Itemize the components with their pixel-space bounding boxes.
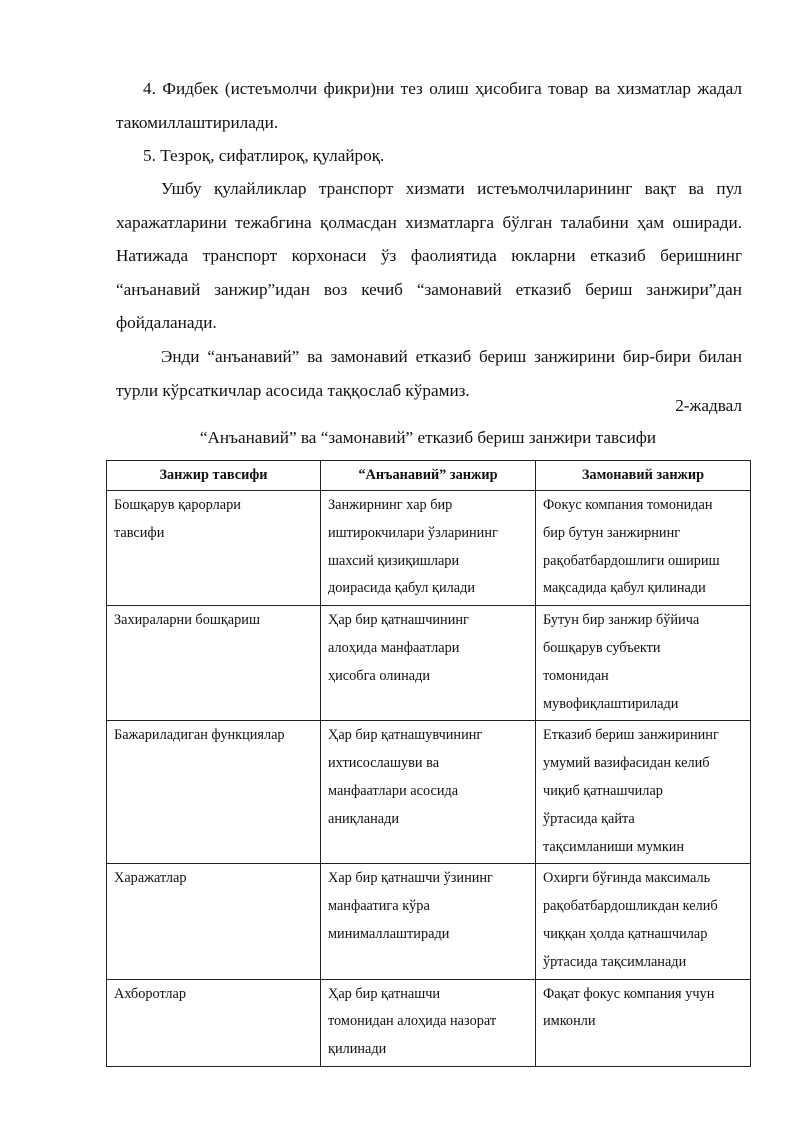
cell-line: рақобатбардошликдан келиб [543, 898, 718, 915]
cell-line: Захираларни бошқариш [114, 612, 260, 629]
cell-line: манфаатига кўра [328, 898, 430, 915]
cell-line: ҳисобга олинади [328, 667, 431, 684]
cell-line: ўртасида тақсимланади [543, 953, 687, 970]
header-traditional-chain: “Анъанавий” занжир [321, 461, 536, 491]
cell-line: Ҳар бир қатнашувчининг [328, 727, 483, 744]
cell-line: томонидан алоҳида назорат [328, 1013, 497, 1030]
table-row [107, 864, 751, 979]
cell-description [107, 606, 321, 721]
cell-line: доирасида қабул қилади [328, 580, 476, 597]
cell-line: Ҳар бир қатнашчи [328, 985, 441, 1002]
table-row [107, 606, 751, 721]
paragraph-comparison: Энди “анъанавий” ва замонавий етказиб бериш занжирини бир-бири билан турли кўрсаткичлар асосида таққослаб кўрамиз. [116, 347, 742, 400]
cell-line: имконли [543, 1013, 596, 1030]
cell-line: Бутун бир занжир бўйича [543, 612, 700, 629]
cell-modern [536, 721, 751, 864]
comparison-table [106, 460, 751, 1067]
cell-line: шахсий қизиқишлари [328, 552, 460, 569]
cell-description [107, 864, 321, 979]
cell-line: мақсадида қабул қилинади [543, 580, 706, 597]
table-row [107, 979, 751, 1066]
table-label: 2-жадвал [675, 396, 742, 415]
cell-line: ихтисослашуви ва [328, 755, 440, 772]
cell-line: умумий вазифасидан келиб [543, 755, 710, 772]
cell-traditional [321, 721, 536, 864]
cell-line: бир бутун занжирнинг [543, 524, 681, 541]
cell-traditional [321, 979, 536, 1066]
paragraph-faster: 5. Тезроқ, сифатлироқ, қулайроқ. [143, 146, 385, 165]
cell-line: Бажариладиган функциялар [114, 727, 285, 744]
table-caption: “Анъанавий” ва “замонавий” етказиб бериш занжири тавсифи [199, 428, 657, 447]
paragraph-feedback: 4. Фидбек (истеъмолчи фикри)ни тез олиш ҳисобига товар ва хизматлар жадал такомиллаштирилади. [116, 79, 742, 132]
cell-line: Фақат фокус компания учун [543, 985, 715, 1002]
cell-line: бошқарув субъекти [543, 639, 661, 656]
cell-line: чиқиб қатнашчилар [543, 782, 663, 799]
header-modern-chain: Замонавий занжир [536, 461, 751, 491]
cell-line: аниқланади [328, 810, 399, 827]
cell-modern [536, 491, 751, 606]
cell-line: рақобатбардошлиги ошириш [543, 552, 720, 569]
cell-line: ўртасида қайта [543, 810, 635, 827]
cell-line: Етказиб бериш занжирининг [543, 727, 719, 744]
cell-line: тавсифи [114, 524, 165, 541]
cell-description [107, 979, 321, 1066]
table-row [107, 491, 751, 606]
header-chain-description: Занжир тавсифи [107, 461, 321, 491]
cell-line: Бошқарув қарорлари [114, 497, 241, 513]
cell-traditional [321, 864, 536, 979]
cell-line: Ҳар бир қатнашчининг [328, 612, 469, 629]
cell-modern [536, 606, 751, 721]
cell-line: Харажатлар [114, 870, 187, 887]
cell-line: иштирокчилари ўзларининг [328, 524, 498, 541]
cell-traditional [321, 606, 536, 721]
cell-line: Ахборотлар [114, 985, 186, 1002]
cell-line: томонидан [543, 667, 609, 684]
cell-line: қилинади [328, 1041, 387, 1058]
cell-line: чиққан ҳолда қатнашчилар [543, 925, 708, 942]
cell-traditional [321, 491, 536, 606]
cell-description [107, 491, 321, 606]
table-row [107, 721, 751, 864]
cell-line: Фокус компания томонидан [543, 497, 713, 513]
paragraph-conveniences: Ушбу қулайликлар транспорт хизмати истеъмолчиларининг вақт ва пул харажатларини тежабгина қолмасдан хизматларга бўлган талабини ҳам оширади. Натижада транспорт корхонаси ўз фаолиятида юкларни етказиб беришнинг “анъанавий занжир”идан воз кечиб “замонавий етказиб бериш занжири”дан фойдаланади. [116, 179, 742, 332]
table-header-row [107, 461, 751, 491]
cell-line: Охирги бўғинда максималь [543, 870, 711, 887]
cell-modern [536, 864, 751, 979]
cell-line: Хар бир қатнашчи ўзининг [328, 870, 493, 887]
cell-line: тақсимланиши мумкин [543, 838, 685, 855]
cell-description [107, 721, 321, 864]
cell-line: мувофиқлаштирилади [543, 695, 679, 712]
table-body [107, 491, 751, 1067]
cell-line: алоҳида манфаатлари [328, 639, 460, 656]
cell-modern [536, 979, 751, 1066]
cell-line: Занжирнинг хар бир [328, 497, 453, 513]
cell-line: манфаатлари асосида [328, 782, 459, 799]
cell-line: минималлаштиради [328, 925, 450, 942]
